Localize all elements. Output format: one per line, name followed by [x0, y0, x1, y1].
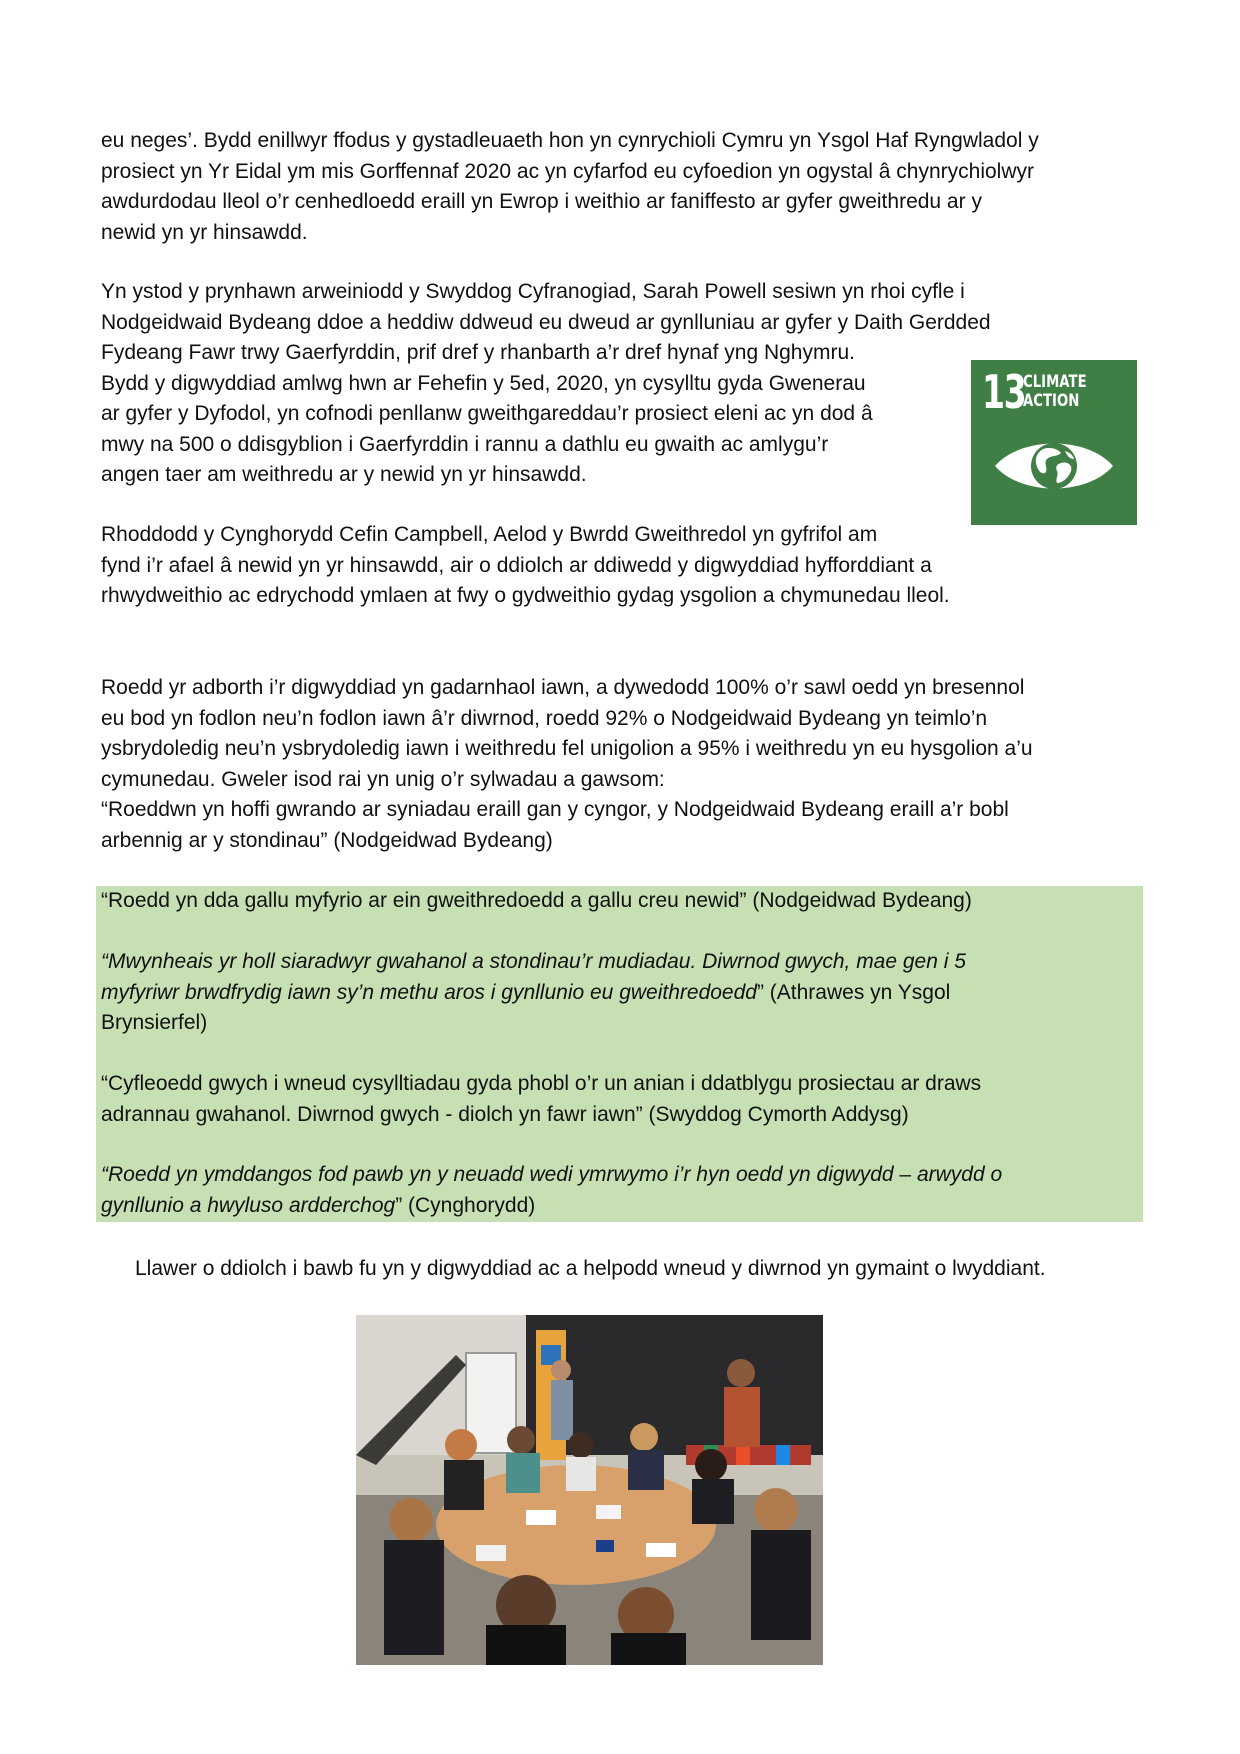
text-line: mwy na 500 o ddisgyblion i Gaerfyrddin i rannu a dathlu eu gwaith ac amlygu’r	[101, 432, 829, 456]
text-line: cymunedau. Gweler isod rai yn unig o’r sylwadau a gawsom:	[101, 767, 665, 791]
text-line: eu bod yn fodlon neu’n fodlon iawn â’r diwrnod, roedd 92% o Nodgeidwaid Bydeang yn teimlo’n	[101, 706, 988, 730]
text-line: rhwydweithio ac edrychodd ymlaen at fwy o gydweithio gydag ysgolion a chymunedau lleol.	[101, 584, 950, 607]
quote-line: adrannau gwahanol. Diwrnod gwych - diolch yn fawr iawn” (Swyddog Cymorth Addysg)	[101, 1102, 909, 1126]
event-photo	[356, 1315, 823, 1665]
sdg-13-climate-action-badge	[971, 360, 1137, 525]
quote	[101, 947, 1131, 1039]
text-line: angen taer am weithredu ar y newid yn yr hinsawdd.	[101, 463, 587, 486]
paragraph-councillor-thanks	[101, 520, 1141, 612]
quote	[101, 1160, 1131, 1221]
text-line: Bydd y digwyddiad amlwg hwn ar Fehefin y 5ed, 2020, yn cysylltu gyda Gwenerau	[101, 371, 866, 395]
quote-attribution: ” (Athrawes yn Ysgol	[756, 980, 951, 1004]
quotes-box	[96, 886, 1143, 1222]
eye-globe-icon	[991, 433, 1117, 499]
quote-line	[101, 1191, 1131, 1222]
paragraph-competition	[101, 126, 1141, 248]
text-line: Fydeang Fawr trwy Gaerfyrddin, prif dref y rhanbarth a’r dref hynaf yng Nghymru.	[101, 341, 855, 364]
sdg-label-line: CLIMATE	[1023, 372, 1087, 392]
sdg-number: 13	[982, 365, 1026, 419]
text-line: ar gyfer y Dyfodol, yn cofnodi penllanw gweithgareddau’r prosiect eleni ac yn dod â	[101, 402, 873, 425]
quote-line	[101, 1160, 1131, 1191]
quote-line	[101, 978, 1131, 1009]
quote-italic: myfyriwr brwdfrydig iawn sy’n methu aros i gynllunio eu gweithredoedd	[101, 980, 757, 1004]
quote-line: Brynsierfel)	[101, 1011, 208, 1034]
text-line: prosiect yn Yr Eidal ym mis Gorffennaf 2020 ac yn cyfarfod eu cyfoedion yn ogystal â chynrychiolwyr	[101, 159, 1035, 183]
sdg-label	[1023, 373, 1087, 411]
paragraph-feedback	[101, 673, 1141, 856]
text-line: arbennig ar y stondinau” (Nodgeidwad Bydeang)	[101, 828, 553, 852]
quote-line	[101, 947, 1131, 978]
quote-line: “Roedd yn dda gallu myfyrio ar ein gweithredoedd a gallu creu newid” (Nodgeidwad Bydeang)	[101, 889, 972, 912]
quote	[101, 1069, 1131, 1130]
quote-italic: “Roedd yn ymddangos fod pawb yn y neuadd wedi ymrwymo i’r hyn oedd yn digwydd – arwydd o	[101, 1163, 1003, 1186]
event-photo-illustration	[356, 1315, 823, 1665]
sdg-label-line: ACTION	[1023, 391, 1080, 411]
closing-thanks: Llawer o ddiolch i bawb fu yn y digwyddiad ac a helpodd wneud y diwrnod yn gymaint o lwyddiant.	[135, 1257, 1046, 1280]
text-line: Nodgeidwaid Bydeang ddoe a heddiw ddweud eu dweud ar gynlluniau ar gyfer y Daith Gerdded	[101, 310, 991, 334]
quote-italic: “Mwynheais yr holl siaradwyr gwahanol a stondinau’r mudiadau. Diwrnod gwych, mae gen i 5	[101, 950, 966, 973]
text-line: Rhoddodd y Cynghorydd Cefin Campbell, Aelod y Bwrdd Gweithredol yn gyfrifol am	[101, 523, 878, 546]
text-line: newid yn yr hinsawdd.	[101, 220, 308, 244]
text-line: “Roeddwn yn hoffi gwrando ar syniadau eraill gan y cyngor, y Nodgeidwaid Bydeang eraill a’r bobl	[101, 798, 1009, 821]
text-line: Yn ystod y prynhawn arweiniodd y Swyddog Cyfranogiad, Sarah Powell sesiwn yn rhoi cyfle i	[101, 280, 965, 303]
quote	[101, 886, 1131, 917]
text-line: fynd i’r afael â newid yn yr hinsawdd, air o ddiolch ar ddiwedd y digwyddiad hyfforddiant a	[101, 553, 932, 577]
text-line: Roedd yr adborth i’r digwyddiad yn gadarnhaol iawn, a dywedodd 100% o’r sawl oedd yn bresennol	[101, 676, 1025, 699]
quote-italic: gynllunio a hwyluso ardderchog	[101, 1193, 396, 1217]
text-line: ysbrydoledig neu’n ysbrydoledig iawn i weithredu fel unigolion a 95% i weithredu yn eu hysgolion a’u	[101, 737, 1033, 760]
text-line: awdurdodau lleol o’r cenhedloedd eraill yn Ewrop i weithio ar faniffesto ar gyfer gweithredu ar y	[101, 190, 982, 213]
quote-line: “Cyfleoedd gwych i wneud cysylltiadau gyda phobl o’r un anian i ddatblygu prosiectau ar draws	[101, 1072, 982, 1095]
quote-attribution: ” (Cynghorydd)	[395, 1193, 536, 1217]
text-line: eu neges’. Bydd enillwyr ffodus y gystadleuaeth hon yn cynrychioli Cymru yn Ysgol Haf Ryngwladol y	[101, 129, 1039, 152]
